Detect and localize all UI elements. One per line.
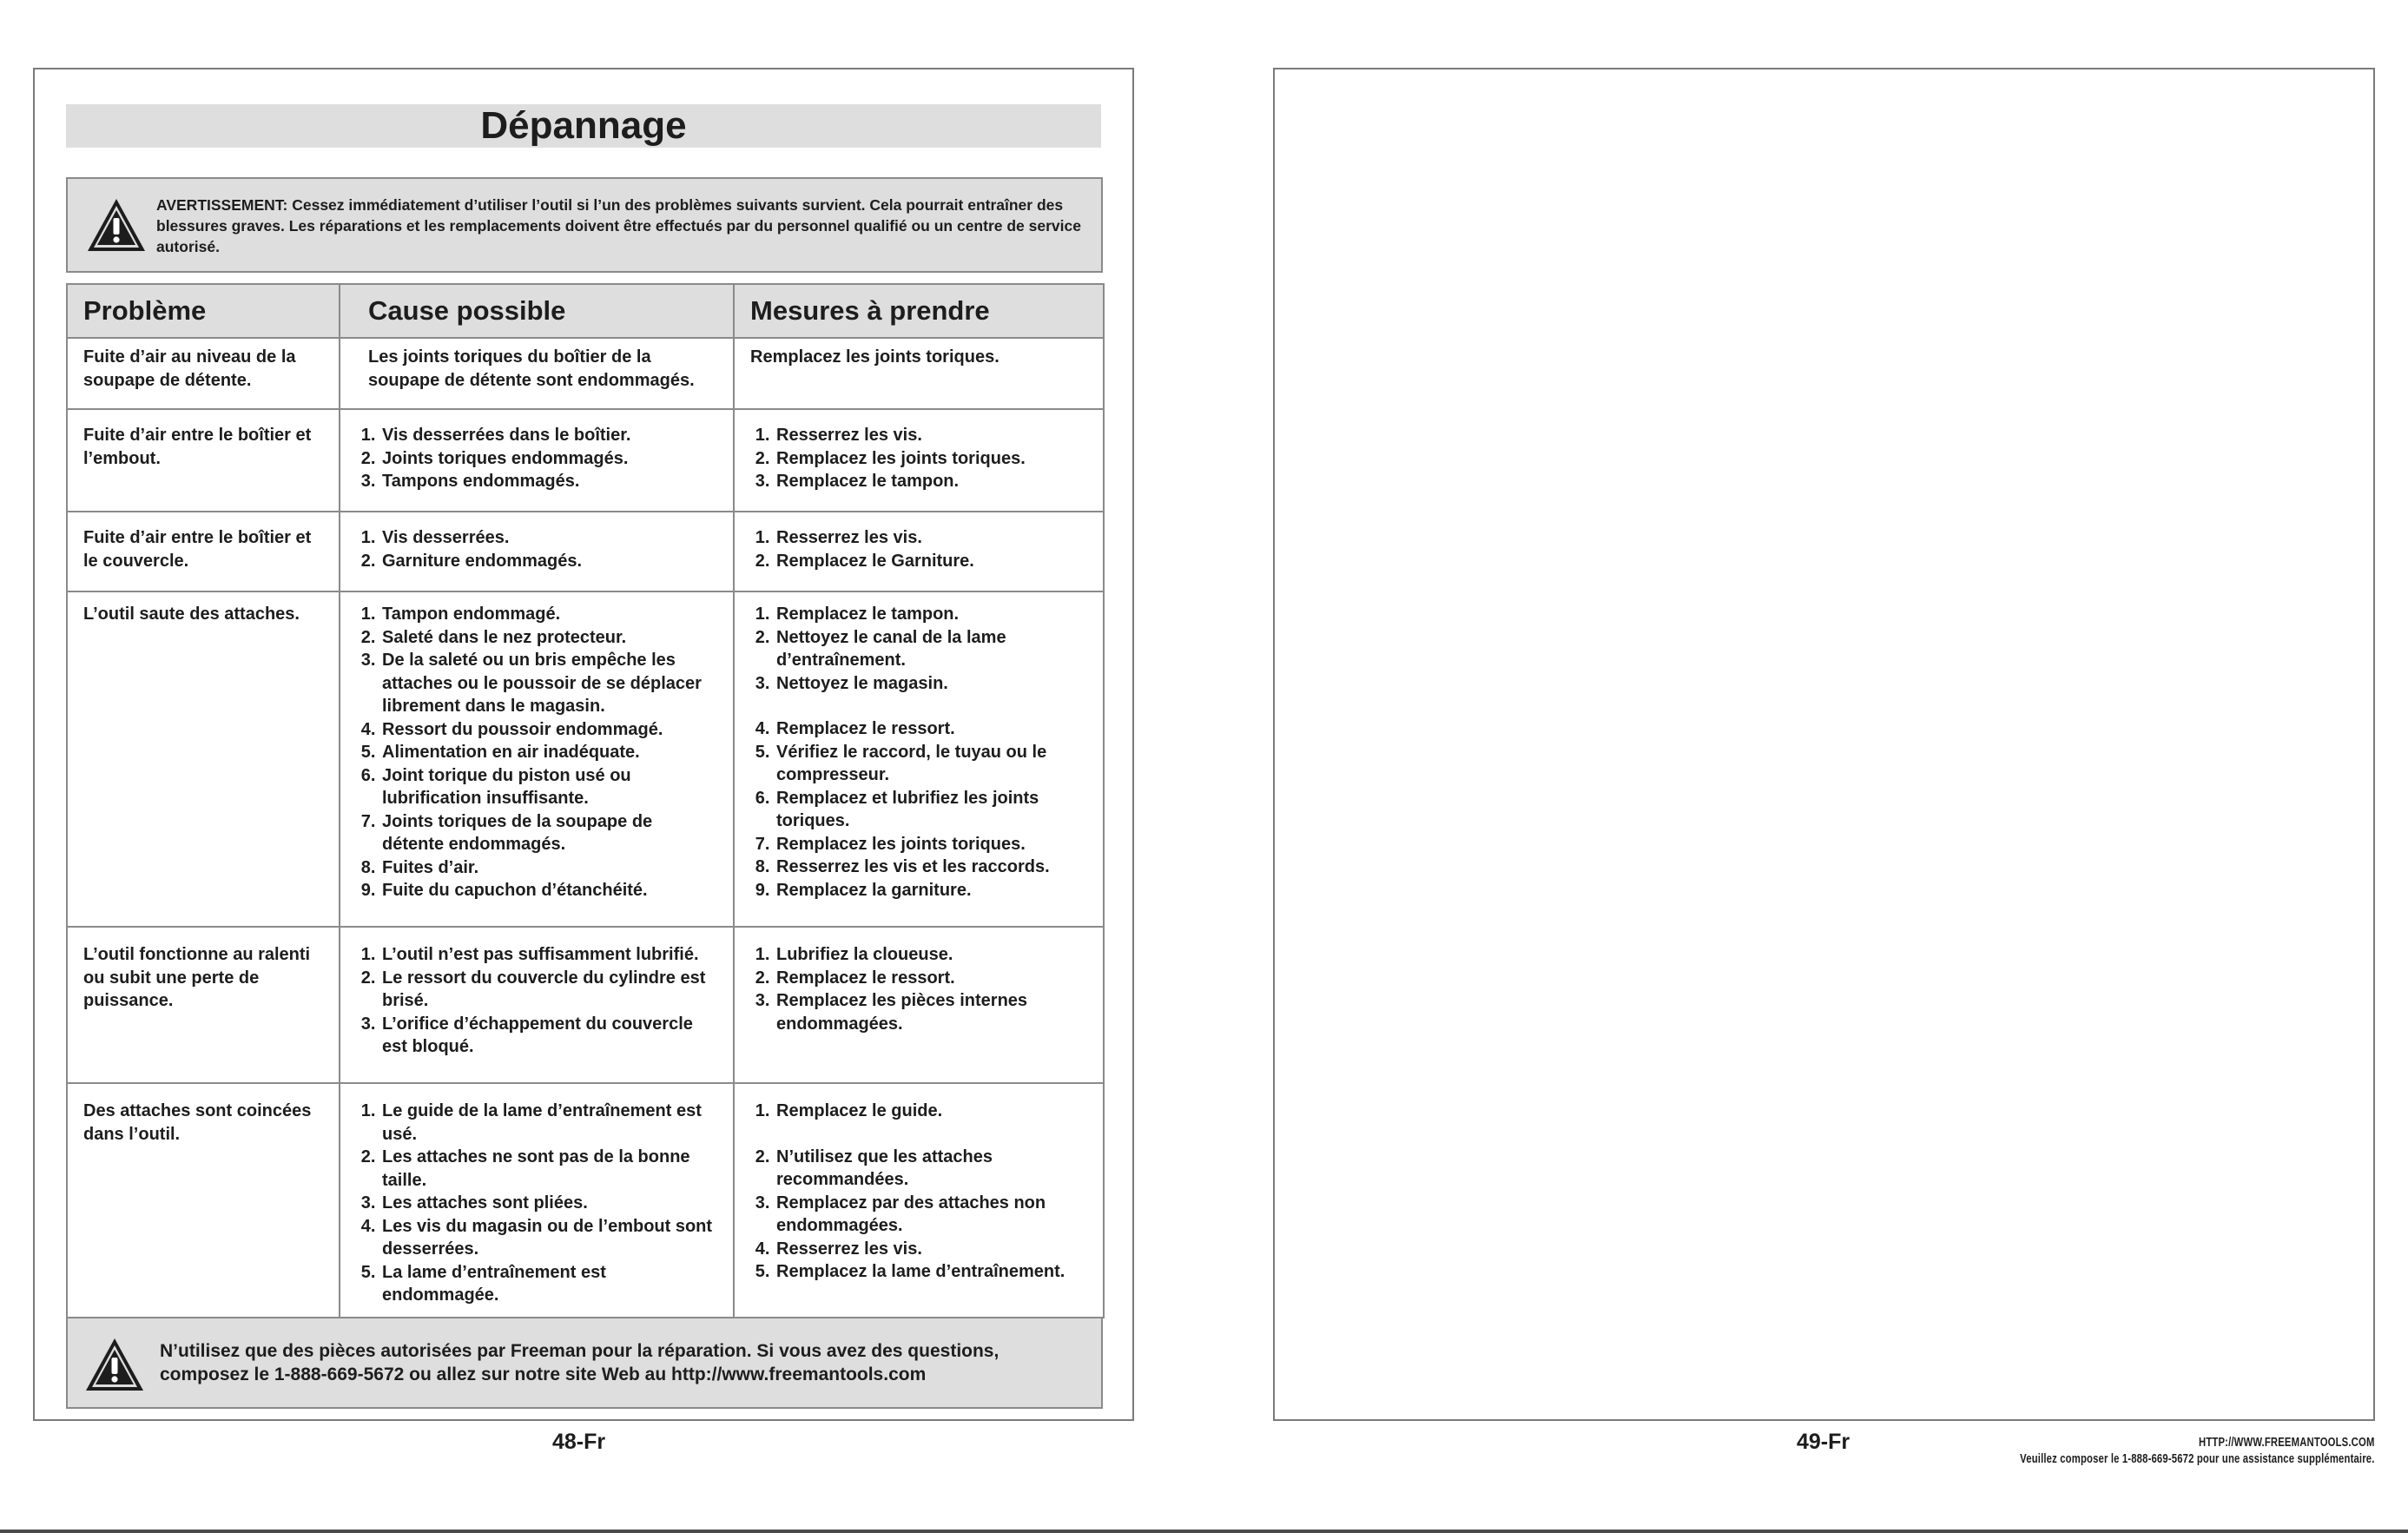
action-cell: [734, 409, 1104, 512]
list-item: 2. Remplacez le Garniture.: [775, 550, 1087, 573]
action-cell: [734, 1083, 1104, 1318]
cause-cell: [340, 927, 734, 1083]
warning-triangle-icon: [83, 1336, 146, 1393]
problem-cell: L’outil saute des attaches.: [67, 591, 340, 927]
list-item: 4. Ressort du poussoir endommagé.: [380, 718, 717, 742]
list-item: 3. Nettoyez le magasin.: [775, 672, 1087, 696]
list-item: 3. Remplacez par des attaches non endommagées.: [775, 1192, 1087, 1238]
list-item: 3. Tampons endommagés.: [380, 470, 717, 493]
column-header-cause: Cause possible: [340, 284, 734, 338]
list-item: 2. Garniture endommagés.: [380, 550, 717, 573]
table-row: [67, 512, 1104, 591]
list-item: 1. Resserrez les vis.: [775, 526, 1087, 550]
table-row: [67, 591, 1104, 927]
list-item: 2. Saleté dans le nez protecteur.: [380, 626, 717, 650]
list-item: 4. Remplacez le ressort.: [775, 717, 1087, 741]
bottom-warning-box: [66, 1317, 1103, 1409]
page-number-left: 48-Fr: [552, 1430, 606, 1454]
cause-cell: [340, 1083, 734, 1318]
right-page: [1273, 68, 2375, 1421]
problem-cell: Des attaches sont coincées dans l’outil.: [67, 1083, 340, 1318]
list-item: 2. Remplacez les joints toriques.: [775, 447, 1087, 471]
troubleshooting-table: [66, 283, 1105, 1318]
cause-cell: [340, 512, 734, 591]
list-item: 1. Lubrifiez la cloueuse.: [775, 943, 1087, 967]
list-item: 2. Le ressort du couvercle du cylindre est brisé.: [380, 967, 717, 1013]
warning-triangle-icon: [85, 196, 148, 254]
list-item: 2. Joints toriques endommagés.: [380, 447, 717, 471]
table-row: [67, 1083, 1104, 1318]
list-item: 3. Remplacez le tampon.: [775, 470, 1087, 493]
list-item: 9. Fuite du capuchon d’étanchéité.: [380, 879, 717, 902]
list-item: 5. Alimentation en air inadéquate.: [380, 741, 717, 764]
action-cell: [734, 591, 1104, 927]
table-header-row: [67, 284, 1104, 338]
list-item: 1. Vis desserrées dans le boîtier.: [380, 424, 717, 447]
table-row: [67, 338, 1104, 409]
problem-cell: Fuite d’air entre le boîtier et l’embout.: [67, 409, 340, 512]
column-header-action: Mesures à prendre: [734, 284, 1104, 338]
list-item: 1. Remplacez le guide.: [775, 1100, 1087, 1123]
list-item: 1. Remplacez le tampon.: [775, 603, 1087, 626]
list-item: 1. Vis desserrées.: [380, 526, 717, 550]
list-item: 1. L’outil n’est pas suffisamment lubrifié.: [380, 943, 717, 967]
problem-cell: Fuite d’air entre le boîtier et le couvercle.: [67, 512, 340, 591]
list-item: 4. Resserrez les vis.: [775, 1238, 1087, 1261]
bottom-divider: [0, 1530, 2408, 1533]
list-item: 3. Remplacez les pièces internes endommagées.: [775, 989, 1087, 1035]
page-title: Dépannage: [66, 104, 1101, 148]
list-item: 8. Fuites d’air.: [380, 856, 717, 880]
table-row: [67, 927, 1104, 1083]
list-item: 3. L’orifice d’échappement du couvercle est bloqué.: [380, 1013, 717, 1059]
cause-cell: [340, 409, 734, 512]
list-item: 8. Resserrez les vis et les raccords.: [775, 856, 1087, 879]
warning-text: AVERTISSEMENT: Cessez immédiatement d’utiliser l’outil si l’un des problèmes suivants survient. Cela pourrait entraîner des blessures graves. Les réparations et les remplacements doivent être effectués par du personnel qualifié ou un centre de service autorisé.: [156, 196, 1081, 255]
list-item: 3. Les attaches sont pliées.: [380, 1192, 717, 1215]
warning-box: [66, 177, 1103, 273]
list-item: 2. Nettoyez le canal de la lame d’entraînement.: [775, 626, 1087, 672]
table-row: [67, 409, 1104, 512]
list-item: 3. De la saleté ou un bris empêche les attaches ou le poussoir de se déplacer librement dans le magasin.: [380, 649, 717, 718]
list-item: 5. La lame d’entraînement est endommagée.: [380, 1261, 717, 1307]
footer-contact: [2021, 1435, 2375, 1468]
footer-note: Veuillez composer le 1-888-669-5672 pour une assistance supplémentaire.: [2020, 1452, 2375, 1466]
list-item: 2. Remplacez le ressort.: [775, 967, 1087, 990]
list-item: 1. Resserrez les vis.: [775, 424, 1087, 447]
page-number-right: 49-Fr: [1797, 1430, 1851, 1454]
bottom-warning-text: N’utilisez que des pièces autorisées par Freeman pour la réparation. Si vous avez des questions, composez le 1-888-669-5672 ou allez sur notre site Web au http://www.freemantools.com: [160, 1341, 999, 1384]
list-item: 1. Tampon endommagé.: [380, 603, 717, 626]
list-item: 6. Joint torique du piston usé ou lubrification insuffisante.: [380, 764, 717, 810]
list-item: 2. N’utilisez que les attaches recommandées.: [775, 1146, 1087, 1192]
problem-cell: Fuite d’air au niveau de la soupape de détente.: [67, 338, 340, 409]
action-cell: [734, 512, 1104, 591]
list-item: 7. Joints toriques de la soupape de détente endommagés.: [380, 810, 717, 856]
problem-cell: L’outil fonctionne au ralenti ou subit une perte de puissance.: [67, 927, 340, 1083]
left-page: [33, 68, 1134, 1421]
cause-cell: Les joints toriques du boîtier de la soupape de détente sont endommagés.: [340, 338, 734, 409]
list-item: 5. Remplacez la lame d’entraînement.: [775, 1260, 1087, 1284]
list-item: 7. Remplacez les joints toriques.: [775, 833, 1087, 856]
list-item: 9. Remplacez la garniture.: [775, 879, 1087, 902]
action-cell: Remplacez les joints toriques.: [734, 338, 1104, 409]
list-item: 6. Remplacez et lubrifiez les joints toriques.: [775, 787, 1087, 833]
column-header-problem: Problème: [67, 284, 340, 338]
footer-url[interactable]: HTTP://WWW.FREEMANTOOLS.COM: [2199, 1436, 2375, 1450]
cause-cell: [340, 591, 734, 927]
list-item: 1. Le guide de la lame d’entraînement est usé.: [380, 1100, 717, 1146]
list-item: 4. Les vis du magasin ou de l’embout sont desserrées.: [380, 1215, 717, 1261]
action-cell: [734, 927, 1104, 1083]
list-item: 5. Vérifiez le raccord, le tuyau ou le compresseur.: [775, 741, 1087, 787]
list-item: 2. Les attaches ne sont pas de la bonne taille.: [380, 1146, 717, 1192]
